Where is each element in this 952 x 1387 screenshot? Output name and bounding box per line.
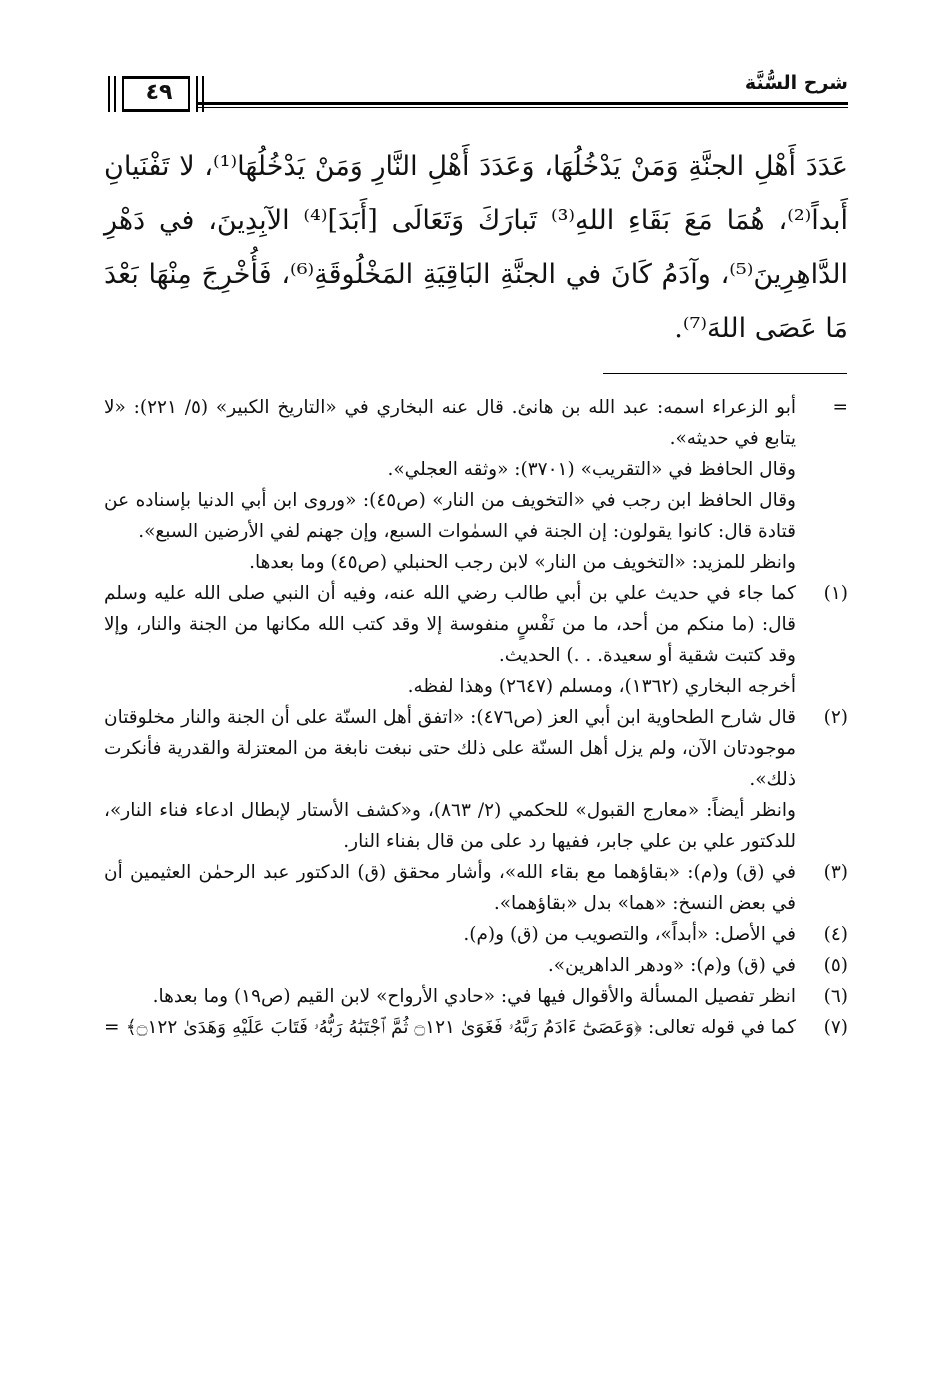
footnote-mark: (٦) (823, 986, 848, 1007)
frame-bar (196, 76, 198, 112)
footnote-6 (104, 981, 848, 1012)
running-title: شرح السُّنَّة (744, 72, 848, 94)
footnote-paragraph: كما جاء في حديث علي بن أبي طالب رضي الله عنه، وفيه أن النبي صلى الله عليه وسلم قال: (ما منكم من أحد، ما من نَفْسٍ منفوسة إلا وقد كتب الله مكانها من الجنة والنار، وإلا وقد كتبت شقية أو سعيدة. . .) الحديث. (104, 583, 796, 666)
footnote-7 (104, 1012, 848, 1043)
footnote-2 (104, 702, 848, 857)
frame-bar (188, 76, 190, 112)
footnote-paragraph: في (ق) و(م): «بقاؤهما مع بقاء الله»، وأشار محقق (ق) الدكتور عبد الرحمٰن العثيمين أن في بعض النسخ: «هما» بدل «بقاؤهما». (104, 862, 796, 914)
footnote-paragraph: في الأصل: «أبداً»، والتصويب من (ق) و(م). (463, 924, 796, 945)
footnote-separator (603, 373, 847, 374)
footnote-body (104, 981, 796, 1012)
footnotes (104, 392, 848, 1043)
footnote-mark: (٧) (823, 1017, 848, 1038)
footnote-body (104, 392, 796, 578)
footnote-paragraph: قال شارح الطحاوية ابن أبي العز (ص٤٧٦): «اتفق أهل السنّة على أن الجنة والنار مخلوقتان موجودتان الآن، ولم يزل أهل السنّة على ذلك حتى نبغت نابغة من المعتزلة والقدرية فأنكرت ذلك». (104, 707, 797, 790)
footnote-paragraph: أخرجه البخاري (١٣٦٢)، ومسلم (٢٦٤٧) وهذا لفظه. (407, 676, 796, 697)
footnote-paragraph: أبو الزعراء اسمه: عبد الله بن هانئ. قال عنه البخاري في «التاريخ الكبير» (٥/ ٢٢١): «لا يتابع في حديثه». (104, 397, 796, 449)
footnote-continued (104, 392, 848, 578)
footnote-body (104, 578, 796, 702)
footnote-paragraph: وقال الحافظ في «التقريب» (٣٧٠١): «وثقه العجلي». (387, 459, 796, 480)
header-rule (198, 102, 848, 108)
main-text (104, 140, 848, 356)
footnote-5 (104, 950, 848, 981)
footnote-paragraph: كما في قوله تعالى: ﴿وَعَصَىٰٓ ءَادَمُ رَبَّهُۥ فَغَوَىٰ ۝١٢١ ثُمَّ ٱجْتَبَٰهُ رَبُّهُۥ فَتَابَ عَلَيْهِ وَهَدَىٰ ۝١٢٢﴾ (125, 1017, 796, 1038)
footnote-body (104, 950, 796, 981)
footnote-1 (104, 578, 848, 702)
page-header (108, 72, 848, 122)
footnote-mark: (١) (823, 583, 848, 604)
footnote-4 (104, 919, 848, 950)
frame-bar (122, 76, 124, 112)
footnote-paragraph: وانظر أيضاً: «معارج القبول» للحكمي (٢/ ٨٦٣)، و«كشف الأستار لإبطال ادعاء فناء النار»، للدكتور علي بن علي جابر، ففيها رد على من قال بفناء النار. (104, 800, 796, 852)
main-paragraph: عَدَدَ أَهْلِ الجنَّةِ وَمَنْ يَدْخُلُهَا، وَعَدَدَ أَهْلِ النَّارِ وَمَنْ يَدْخُلُهَا⁽¹⁾، لا تَفْنَيانِ أَبداً⁽²⁾، هُمَا مَعَ بَقَاءِ اللهِ⁽³⁾ تَبارَكَ وَتَعَالَى [أَبَدَ]⁽⁴⁾ الآبِدِينَ، في دَهْرِ الدَّاهِرِينَ⁽⁵⁾، وآدَمُ كَانَ في الجنَّةِ البَاقِيَةِ المَخْلُوقَةِ⁽⁶⁾، فَأُخْرِجَ مِنْهَا بَعْدَ مَا عَصَى اللهَ⁽⁷⁾. (104, 151, 848, 344)
footnote-body (104, 919, 796, 950)
footnote-mark: (٣) (823, 862, 848, 883)
footnote-paragraph: في (ق) و(م): «ودهر الداهرين». (547, 955, 796, 976)
footnote-paragraph: وقال الحافظ ابن رجب في «التخويف من النار» (ص٤٥): «وروى ابن أبي الدنيا بإسناده عن قتادة قال: كانوا يقولون: إن الجنة في السمٰوات السبع، وإن جهنم لفي الأرضين السبع». (104, 490, 796, 542)
footnote-paragraph: وانظر للمزيد: «التخويف من النار» لابن رجب الحنبلي (ص٤٥) وما بعدها. (249, 552, 796, 573)
footnote-mark: (٥) (823, 955, 848, 976)
continuation-mark: = (104, 1017, 120, 1038)
footnote-mark: (٢) (823, 707, 848, 728)
footnote-body (104, 702, 796, 857)
page-number-frame (108, 76, 204, 112)
frame-bar (114, 76, 116, 112)
frame-bar (202, 76, 204, 112)
footnote-mark: = (832, 397, 848, 418)
frame-bar (108, 76, 110, 112)
footnote-paragraph: انظر تفصيل المسألة والأقوال فيها في: «حادي الأرواح» لابن القيم (ص١٩) وما بعدها. (152, 986, 796, 1007)
footnote-3 (104, 857, 848, 919)
footnote-body (104, 1012, 796, 1043)
footnote-mark: (٤) (823, 924, 848, 945)
page-number: ٤٩ (145, 80, 173, 105)
frame-bottom (122, 109, 190, 112)
frame-top (122, 76, 190, 79)
footnote-body (104, 857, 796, 919)
